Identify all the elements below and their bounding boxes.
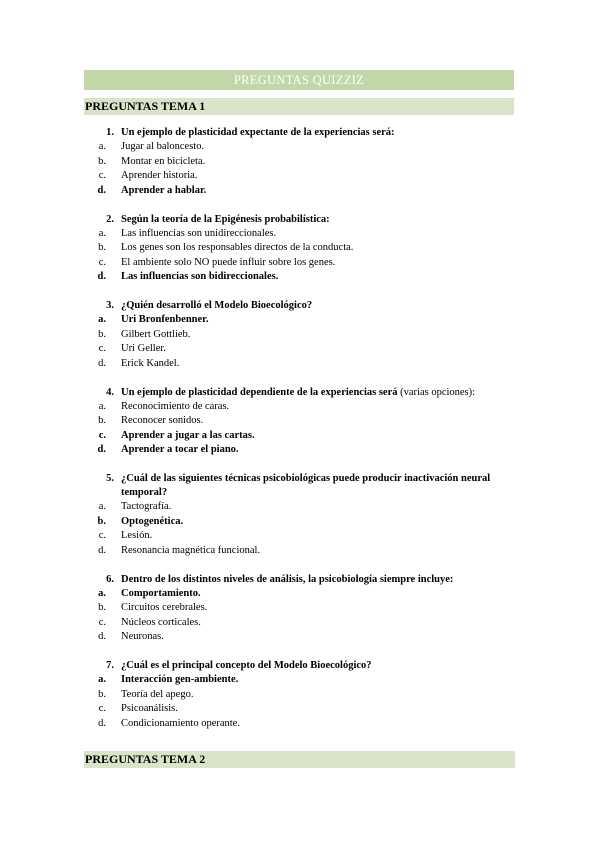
- option-letter: d.: [98, 631, 106, 642]
- option-text: Lesión.: [121, 530, 153, 541]
- question-3: [84, 299, 514, 371]
- question-text: Un ejemplo de plasticidad expectante de la experiencias será:: [121, 127, 395, 138]
- option-letter: d.: [98, 544, 106, 556]
- option-a: [84, 140, 514, 155]
- option-text: Tactografía.: [121, 501, 172, 512]
- option-text: Los genes son los responsables directos de la conducta.: [121, 242, 354, 253]
- question-5: [84, 472, 514, 558]
- option-text: Teoría del apego.: [121, 688, 194, 700]
- question-note: (varias opciones):: [397, 386, 476, 398]
- option-letter: b.: [97, 515, 106, 527]
- option-a-correct: [84, 673, 514, 688]
- option-text: Resonancia magnética funcional.: [121, 544, 261, 556]
- option-letter: b.: [98, 155, 106, 167]
- option-letter: b.: [98, 602, 106, 613]
- option-letter: d.: [97, 444, 106, 455]
- option-text: Erick Kandel.: [121, 357, 180, 369]
- question-7: [84, 659, 514, 731]
- option-text: Optogenética.: [121, 515, 184, 527]
- option-letter: c.: [98, 616, 106, 628]
- question-number: 3.: [106, 300, 114, 311]
- option-text: Gilbert Gottlieb.: [121, 328, 191, 340]
- option-text: Psicoanálisis.: [121, 703, 178, 714]
- option-text: Aprender a jugar a las cartas.: [121, 429, 255, 441]
- option-d-correct: [84, 443, 514, 458]
- question-number: 4.: [106, 386, 114, 398]
- question-text: ¿Cuál de las siguientes técnicas psicobiológicas puede producir inactivación neural temporal?: [121, 473, 491, 498]
- option-text: Aprender a tocar el piano.: [121, 444, 239, 455]
- question-number: 2.: [106, 213, 114, 225]
- option-c: [84, 256, 514, 271]
- option-letter: c.: [98, 256, 106, 268]
- option-d: [84, 544, 514, 559]
- option-letter: b.: [98, 242, 106, 253]
- question-text: Según la teoría de la Epigénesis probabilística:: [121, 213, 330, 225]
- section-heading-tema-1: PREGUNTAS TEMA 1: [84, 98, 514, 115]
- option-letter: a.: [98, 314, 106, 325]
- option-c: [84, 529, 514, 544]
- question-4: [84, 386, 514, 458]
- option-b-correct: [84, 515, 514, 530]
- option-letter: c.: [98, 530, 106, 541]
- question-2: [84, 213, 514, 285]
- option-text: Núcleos corticales.: [121, 616, 201, 628]
- option-letter: a.: [98, 501, 106, 512]
- option-text: Las influencias son bidireccionales.: [121, 271, 279, 282]
- option-text: Uri Geller.: [121, 343, 166, 354]
- option-text: Jugar al baloncesto.: [121, 141, 205, 152]
- option-c: [84, 702, 514, 717]
- option-text: Interacción gen-ambiente.: [121, 674, 239, 685]
- option-letter: a.: [98, 674, 106, 685]
- option-a: [84, 227, 514, 242]
- option-a: [84, 400, 514, 415]
- option-text: Las influencias son unidireccionales.: [121, 227, 277, 239]
- option-text: Neuronas.: [121, 631, 164, 642]
- option-letter: d.: [98, 717, 106, 729]
- option-letter: a.: [98, 227, 106, 239]
- option-a: [84, 500, 514, 515]
- option-b: [84, 155, 514, 170]
- option-text: Reconocimiento de caras.: [121, 400, 230, 412]
- question-text: Dentro de los distintos niveles de análisis, la psicobiología siempre incluye:: [121, 573, 454, 585]
- option-b: [84, 688, 514, 703]
- option-letter: c.: [98, 343, 106, 354]
- option-c: [84, 169, 514, 184]
- document-title: PREGUNTAS QUIZZIZ: [84, 70, 514, 90]
- question-6: [84, 573, 514, 645]
- option-text: Aprender a hablar.: [121, 184, 207, 196]
- option-text: Circuitos cerebrales.: [121, 602, 208, 613]
- option-letter: b.: [98, 328, 106, 340]
- option-text: Aprender historia.: [121, 170, 198, 181]
- option-letter: a.: [98, 400, 106, 412]
- option-text: Reconocer sonidos.: [121, 415, 204, 426]
- question-text: ¿Quién desarrolló el Modelo Bioecológico?: [121, 300, 313, 311]
- option-d: [84, 717, 514, 732]
- option-letter: c.: [98, 170, 106, 181]
- option-b: [84, 241, 514, 256]
- option-letter: d.: [98, 357, 106, 369]
- option-letter: a.: [98, 587, 106, 599]
- option-c-correct: [84, 429, 514, 444]
- option-text: Condicionamiento operante.: [121, 717, 240, 729]
- option-d-correct: [84, 270, 514, 285]
- question-1: [84, 126, 514, 198]
- option-d: [84, 357, 514, 372]
- option-d-correct: [84, 184, 514, 199]
- option-text: Uri Bronfenbenner.: [121, 314, 209, 325]
- option-a-correct: [84, 313, 514, 328]
- option-letter: c.: [98, 429, 106, 441]
- option-text: Montar en bicicleta.: [121, 155, 206, 167]
- option-a-correct: [84, 587, 514, 602]
- question-text: Un ejemplo de plasticidad dependiente de la experiencias será: [121, 386, 398, 398]
- option-b: [84, 328, 514, 343]
- option-letter: a.: [98, 141, 106, 152]
- question-text: ¿Cuál es el principal concepto del Modelo Bioecológico?: [121, 660, 372, 671]
- option-letter: d.: [97, 271, 106, 282]
- question-number: 6.: [106, 573, 114, 585]
- option-letter: c.: [98, 703, 106, 714]
- question-number: 5.: [106, 473, 114, 484]
- option-b: [84, 414, 514, 429]
- question-list: [84, 126, 514, 731]
- option-text: El ambiente solo NO puede influir sobre los genes.: [121, 256, 336, 268]
- question-number: 7.: [106, 660, 114, 671]
- option-d: [84, 630, 514, 645]
- section-heading-tema-2: PREGUNTAS TEMA 2: [84, 751, 515, 768]
- option-c: [84, 342, 514, 357]
- option-letter: b.: [98, 688, 106, 700]
- option-text: Comportamiento.: [121, 587, 201, 599]
- option-c: [84, 616, 514, 631]
- document-page: [84, 70, 514, 766]
- option-letter: d.: [97, 184, 106, 196]
- option-b: [84, 601, 514, 616]
- option-letter: b.: [98, 415, 106, 426]
- question-number: 1.: [106, 127, 114, 138]
